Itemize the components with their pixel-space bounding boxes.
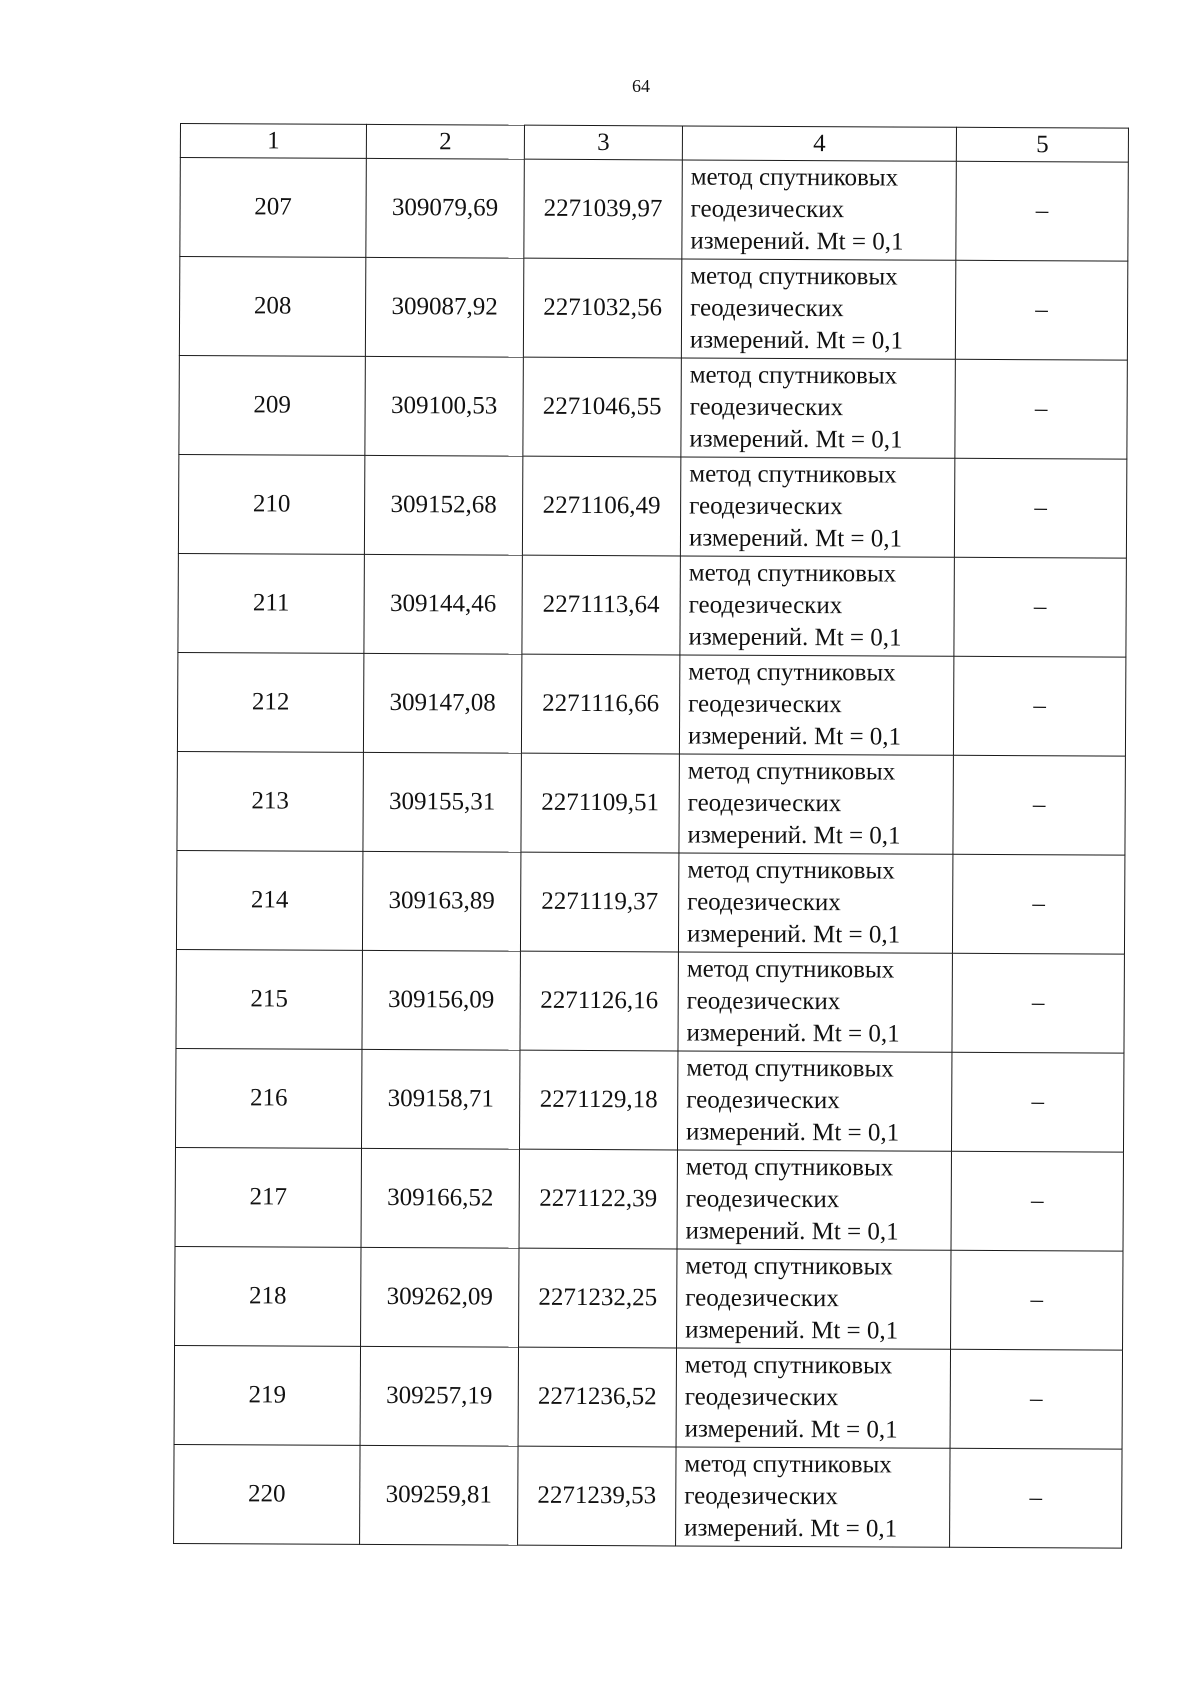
y-coordinate-cell: 2271116,66: [521, 654, 679, 754]
column-header: 4: [682, 126, 956, 161]
method-line-2: геодезических: [684, 1482, 838, 1511]
method-cell: [680, 556, 954, 656]
table-row: [180, 158, 1128, 262]
table-body: [174, 158, 1129, 1549]
table-header-row: [180, 124, 1128, 163]
y-coordinate-cell: 2271119,37: [520, 852, 678, 952]
x-coordinate-cell: 309166,52: [361, 1148, 519, 1248]
column-5-cell: –: [952, 953, 1124, 1053]
method-line-2: геодезических: [689, 492, 843, 521]
method-line-3: измерений. Mt = 0,1: [686, 1019, 900, 1048]
method-line-2: геодезических: [690, 195, 845, 224]
page-number: 64: [632, 76, 650, 96]
column-header: 2: [366, 124, 524, 159]
method-line-2: геодезических: [687, 888, 841, 917]
table-row: [175, 1147, 1123, 1251]
method-line-3: измерений. Mt = 0,1: [686, 1118, 900, 1147]
method-cell: [681, 358, 955, 458]
method-line-1: метод спутниковых: [687, 757, 896, 786]
table-row: [179, 355, 1127, 459]
x-coordinate-cell: 309152,68: [364, 455, 522, 555]
point-number-cell: 209: [179, 355, 365, 455]
method-line-2: геодезических: [684, 1383, 839, 1412]
method-line-3: измерений. Mt = 0,1: [684, 1415, 898, 1444]
method-line-2: геодезических: [689, 393, 844, 422]
y-coordinate-cell: 2271106,49: [522, 456, 680, 556]
method-line-3: измерений. Mt = 0,1: [689, 425, 903, 454]
method-cell: [679, 655, 953, 755]
x-coordinate-cell: 309155,31: [363, 752, 521, 852]
method-cell: [678, 853, 952, 953]
method-line-1: метод спутниковых: [690, 163, 899, 192]
method-line-2: геодезических: [686, 1086, 840, 1115]
point-number-cell: 220: [174, 1444, 360, 1544]
method-line-2: геодезических: [686, 987, 841, 1016]
y-coordinate-cell: 2271109,51: [521, 753, 679, 853]
method-line-3: измерений. Mt = 0,1: [685, 1217, 899, 1246]
method-cell: [678, 952, 952, 1052]
method-line-2: геодезических: [687, 789, 842, 818]
method-cell: [676, 1447, 950, 1547]
point-number-cell: 211: [178, 553, 364, 653]
table-row: [177, 652, 1125, 756]
y-coordinate-cell: 2271129,18: [519, 1050, 677, 1150]
method-line-3: измерений. Mt = 0,1: [687, 722, 902, 751]
method-line-3: измерений. Mt = 0,1: [688, 623, 902, 652]
column-5-cell: –: [951, 1052, 1123, 1152]
table-row: [174, 1444, 1122, 1548]
table-row: [174, 1345, 1122, 1449]
table-row: [175, 1048, 1123, 1152]
method-cell: [677, 1051, 951, 1151]
method-cell: [677, 1150, 951, 1250]
method-line-3: измерений. Mt = 0,1: [685, 1316, 899, 1345]
method-line-1: метод спутниковых: [689, 361, 898, 390]
point-number-cell: 207: [180, 158, 366, 258]
x-coordinate-cell: 309156,09: [362, 950, 520, 1050]
point-number-cell: 216: [175, 1048, 361, 1148]
method-cell: [677, 1249, 951, 1349]
method-line-3: измерений. Mt = 0,1: [688, 524, 903, 553]
column-5-cell: –: [953, 656, 1125, 756]
method-cell: [680, 457, 954, 557]
table-row: [177, 751, 1125, 855]
x-coordinate-cell: 309262,09: [361, 1247, 519, 1347]
column-5-cell: –: [956, 161, 1128, 261]
y-coordinate-cell: 2271039,97: [524, 159, 682, 259]
method-line-2: геодезических: [690, 294, 844, 323]
table-row: [176, 949, 1124, 1053]
method-cell: [682, 160, 956, 260]
column-5-cell: –: [950, 1448, 1122, 1548]
y-coordinate-cell: 2271032,56: [523, 258, 681, 358]
method-line-3: измерений. Mt = 0,1: [684, 1514, 898, 1543]
method-line-1: метод спутниковых: [686, 955, 895, 984]
point-number-cell: 214: [176, 850, 362, 950]
point-number-cell: 217: [175, 1147, 361, 1247]
point-number-cell: 218: [175, 1246, 361, 1346]
column-header: 1: [180, 124, 366, 159]
method-line-3: измерений. Mt = 0,1: [689, 326, 904, 355]
y-coordinate-cell: 2271232,25: [519, 1248, 677, 1348]
method-line-1: метод спутниковых: [684, 1450, 892, 1479]
column-5-cell: –: [951, 1151, 1123, 1251]
method-line-1: метод спутниковых: [685, 1153, 894, 1182]
x-coordinate-cell: 309079,69: [366, 158, 524, 258]
x-coordinate-cell: 309163,89: [362, 851, 520, 951]
column-header: 5: [956, 127, 1128, 162]
method-cell: [679, 754, 953, 854]
x-coordinate-cell: 309087,92: [365, 257, 523, 357]
method-line-3: измерений. Mt = 0,1: [687, 821, 901, 850]
y-coordinate-cell: 2271122,39: [519, 1149, 677, 1249]
x-coordinate-cell: 309158,71: [361, 1049, 519, 1149]
point-number-cell: 212: [177, 652, 363, 752]
column-5-cell: –: [953, 755, 1125, 855]
point-number-cell: 213: [177, 751, 363, 851]
y-coordinate-cell: 2271236,52: [518, 1347, 676, 1447]
method-cell: [676, 1348, 950, 1448]
method-line-1: метод спутниковых: [687, 856, 895, 885]
point-number-cell: 219: [174, 1345, 360, 1445]
method-line-2: геодезических: [688, 591, 843, 620]
table-row: [176, 850, 1124, 954]
column-5-cell: –: [954, 557, 1126, 657]
column-5-cell: –: [954, 458, 1126, 558]
method-cell: [681, 259, 955, 359]
method-line-2: геодезических: [685, 1284, 839, 1313]
method-line-1: метод спутниковых: [688, 658, 896, 687]
method-line-1: метод спутниковых: [689, 460, 897, 489]
method-line-1: метод спутниковых: [688, 559, 897, 588]
column-5-cell: –: [951, 1250, 1123, 1350]
column-5-cell: –: [952, 854, 1124, 954]
method-line-1: метод спутниковых: [684, 1351, 893, 1380]
y-coordinate-cell: 2271126,16: [520, 951, 678, 1051]
coordinates-table: [173, 123, 1129, 1549]
point-number-cell: 215: [176, 949, 362, 1049]
y-coordinate-cell: 2271046,55: [523, 357, 681, 457]
method-line-3: измерений. Mt = 0,1: [686, 920, 901, 949]
x-coordinate-cell: 309147,08: [363, 653, 521, 753]
table-row: [175, 1246, 1123, 1350]
x-coordinate-cell: 309259,81: [360, 1445, 518, 1545]
table-row: [178, 454, 1126, 558]
table-row: [179, 257, 1127, 361]
method-line-1: метод спутниковых: [685, 1252, 893, 1281]
method-line-2: геодезических: [688, 690, 842, 719]
method-line-3: измерений. Mt = 0,1: [690, 227, 904, 256]
x-coordinate-cell: 309257,19: [360, 1346, 518, 1446]
column-header: 3: [524, 125, 682, 160]
column-5-cell: –: [955, 260, 1127, 360]
method-line-2: геодезических: [685, 1185, 840, 1214]
point-number-cell: 208: [179, 257, 365, 357]
table-row: [178, 553, 1126, 657]
column-5-cell: –: [955, 359, 1127, 459]
method-line-1: метод спутниковых: [686, 1054, 894, 1083]
x-coordinate-cell: 309100,53: [365, 356, 523, 456]
point-number-cell: 210: [178, 454, 364, 554]
y-coordinate-cell: 2271239,53: [518, 1446, 676, 1546]
method-line-1: метод спутниковых: [690, 262, 898, 291]
x-coordinate-cell: 309144,46: [364, 554, 522, 654]
column-5-cell: –: [950, 1349, 1122, 1449]
y-coordinate-cell: 2271113,64: [522, 555, 680, 655]
